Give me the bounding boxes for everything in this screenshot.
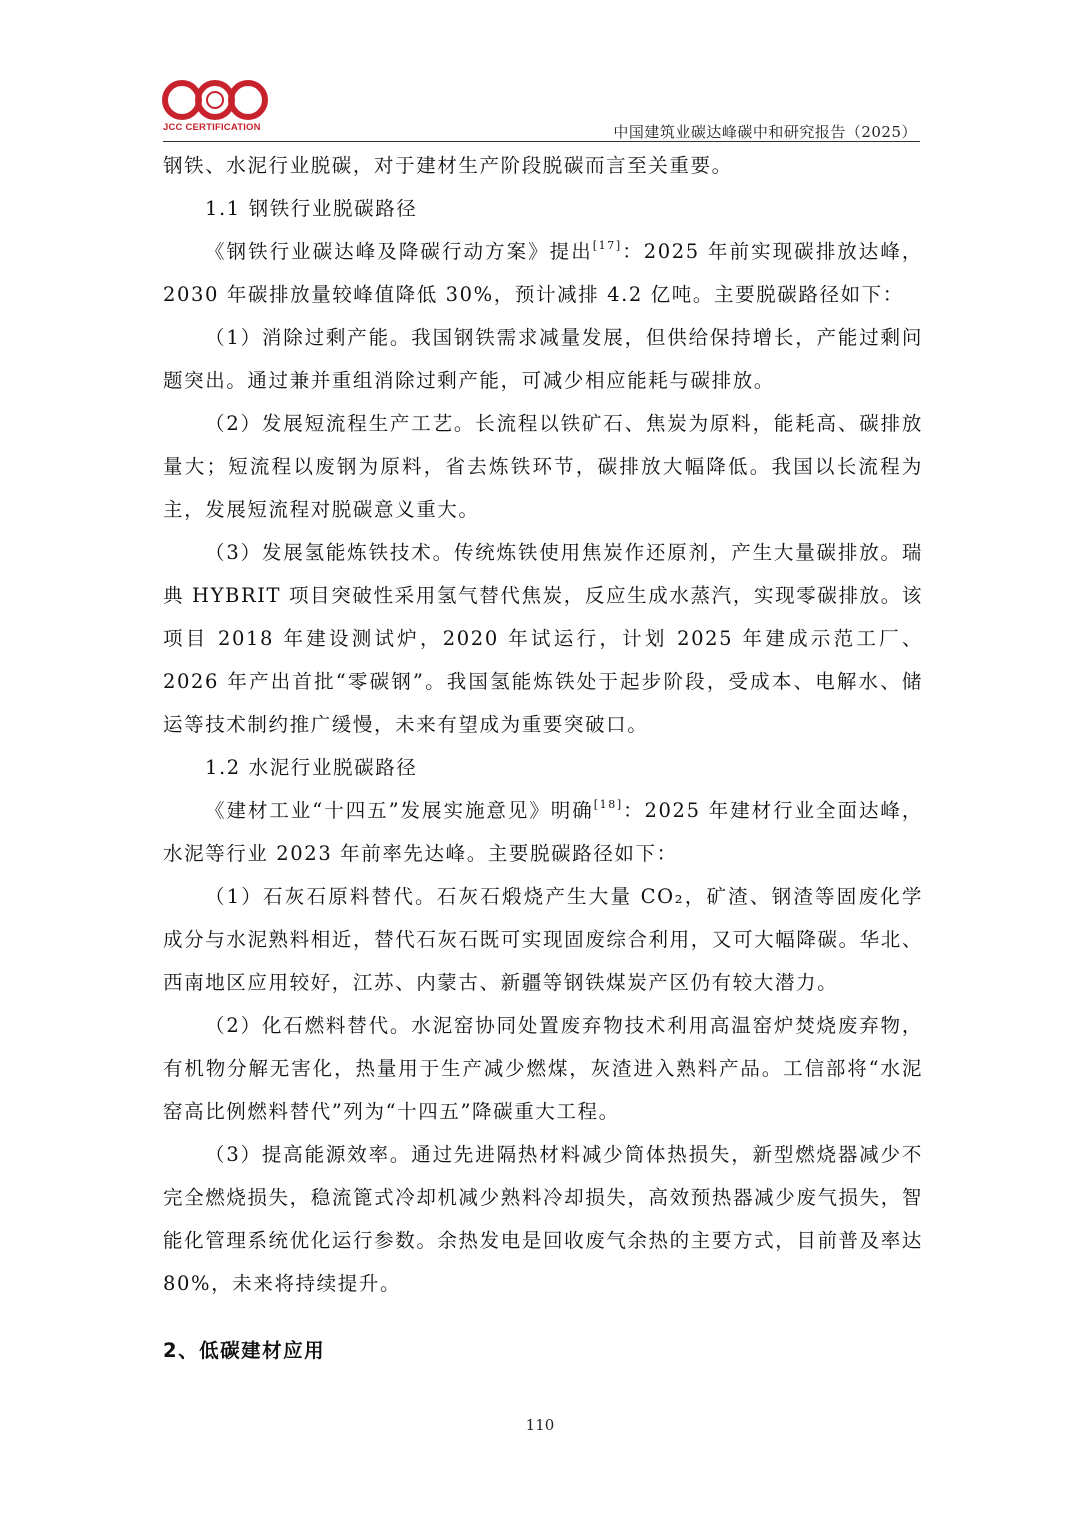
paragraph: 钢铁、水泥行业脱碳，对于建材生产阶段脱碳而言至关重要。 xyxy=(163,154,733,177)
paragraph: （3）发展氢能炼铁技术。传统炼铁使用焦炭作还原剂，产生大量碳排放。瑞典 HYBRIT 项目突破性采用氢气替代焦炭，反应生成水蒸汽，实现零碳排放。该项目 2018 年建设测试炉，2020 年试运行，计划 2025 年建成示范工厂、2026 年产出首批“零碳钢”。我国氢能炼铁处于起步阶段，受成本、电解水、储运等技术制约推广缓慢，未来有望成为重要突破口。 xyxy=(163,541,923,736)
paragraph: （3）提高能源效率。通过先进隔热材料减少筒体热损失，新型燃烧器减少不完全燃烧损失，稳流篦式冷却机减少熟料冷却损失，高效预热器减少废气损失，智能化管理系统优化运行参数。余热发电是回收废气余热的主要方式，目前普及率达 80%，未来将持续提升。 xyxy=(163,1143,923,1295)
text-run: ：2025 年前实现碳排放达峰，2030 年碳排放量较峰值降低 30%，预计减排 4.2 亿吨。主要脱碳路径如下： xyxy=(163,240,923,306)
report-title: 中国建筑业碳达峰碳中和研究报告（2025） xyxy=(613,123,917,141)
paragraph: （1）消除过剩产能。我国钢铁需求减量发展，但供给保持增长，产能过剩问题突出。通过兼并重组消除过剩产能，可减少相应能耗与碳排放。 xyxy=(163,326,923,392)
logo-text: JCC CERTIFICATION xyxy=(163,122,261,133)
section-heading-2: 2、低碳建材应用 xyxy=(163,1339,326,1362)
paragraph: （2）发展短流程生产工艺。长流程以铁矿石、焦炭为原料，能耗高、碳排放量大；短流程以废钢为原料，省去炼铁环节，碳排放大幅降低。我国以长流程为主，发展短流程对脱碳意义重大。 xyxy=(163,412,923,521)
paragraph xyxy=(163,789,923,875)
citation-17[interactable]: [17] xyxy=(592,239,622,252)
text-run: ：2025 年建材行业全面达峰，水泥等行业 2023 年前率先达峰。主要脱碳路径如下： xyxy=(163,799,923,865)
subsection-heading-1-1: 1.1 钢铁行业脱碳路径 xyxy=(205,197,418,220)
text-run: 《钢铁行业碳达峰及降碳行动方案》提出 xyxy=(205,240,593,263)
paragraph: （2）化石燃料替代。水泥窑协同处置废弃物技术利用高温窑炉焚烧废弃物，有机物分解无害化，热量用于生产减少燃煤，灰渣进入熟料产品。工信部将“水泥窑高比例燃料替代”列为“十四五”降碳重大工程。 xyxy=(163,1014,923,1123)
text-run: 《建材工业“十四五”发展实施意见》明确 xyxy=(205,799,594,822)
header-divider xyxy=(163,141,920,142)
subsection-heading-1-2: 1.2 水泥行业脱碳路径 xyxy=(205,756,418,779)
paragraph: （1）石灰石原料替代。石灰石煅烧产生大量 CO₂，矿渣、钢渣等固废化学成分与水泥熟料相近，替代石灰石既可实现固废综合利用，又可大幅降碳。华北、西南地区应用较好，江苏、内蒙古、新疆等钢铁煤炭产区仍有较大潜力。 xyxy=(163,885,923,994)
page-number: 110 xyxy=(525,1416,555,1434)
paragraph xyxy=(163,230,923,316)
citation-18[interactable]: [18] xyxy=(593,798,623,811)
page-body xyxy=(163,144,923,1372)
